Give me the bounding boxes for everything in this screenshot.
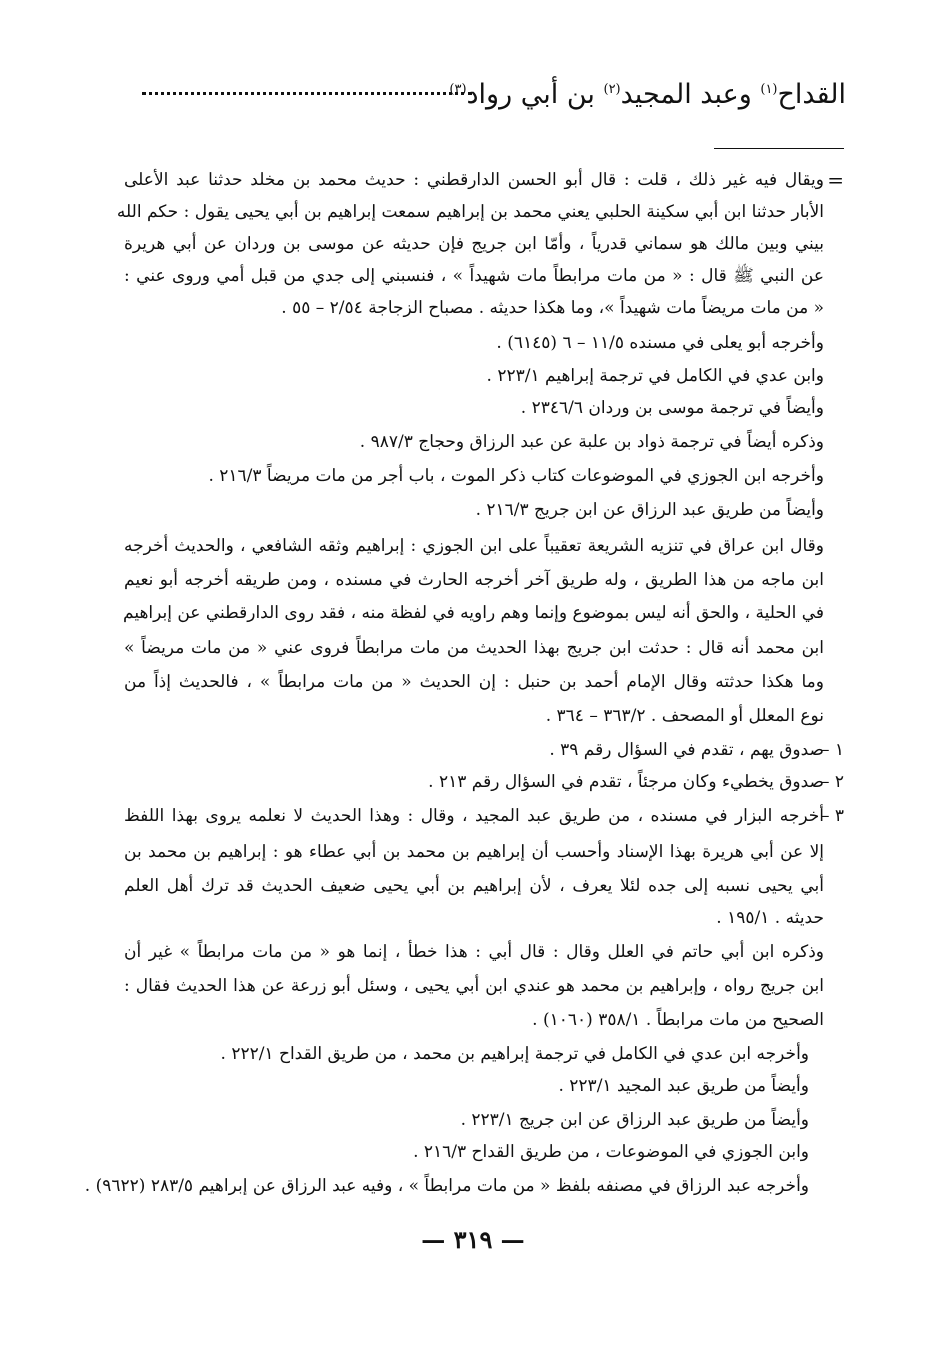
footnote-continuation-mark: = (827, 168, 844, 192)
heading-footnote-ref-3: (٣) (449, 82, 467, 97)
footnote-separator-rule (714, 148, 844, 149)
footnote-line: وأيضاً في ترجمة موسى بن وردان ٢٣٤٦/٦ . (520, 398, 824, 418)
footnote-line: وما هكذا حدثته وقال الإمام أحمد بن حنبل : إن الحديث « من مات مرابطاً » ، فالحديث إذاً من (124, 672, 824, 692)
heading-dotted-leader (142, 92, 472, 95)
footnote-line: وأيضاً من طريق عبد الرزاق عن ابن جريج ٢٢٣/١ . (460, 1110, 809, 1130)
heading-part-3: بن أبي رواد (466, 79, 604, 110)
footnote-line: وقال ابن عراق في تنزيه الشريعة تعقيباً على ابن الجوزي : إبراهيم وثقه الشافعي ، والحديث أخرجه (124, 536, 824, 556)
footnote-line: وابن عدي في الكامل في ترجمة إبراهيم ٢٢٣/١ . (486, 366, 824, 386)
footnote-number-1: ١ – (820, 740, 844, 760)
footnote-line: وذكره أيضاً في ترجمة ذواد بن علبة عن عبد الرزاق وحجاج ٩٨٧/٣ . (359, 432, 824, 452)
footnote-line: وابن الجوزي في الموضوعات ، من طريق القداح ٢١٦/٣ . (413, 1142, 809, 1162)
footnote-line: الصحيح من مات مرابطاً . ٣٥٨/١ (١٠٦٠) . (532, 1010, 824, 1030)
footnote-line: وأخرجه أبو يعلى في مسنده ١١/٥ – ٦ (٦١٤٥) . (496, 333, 824, 353)
footnote-line: ابن جريج رواه ، وإبراهيم بن محمد هو عندي ابن أبي يحيى ، وسئل أبو زرعة عن هذا الحديث فقال : (124, 976, 824, 996)
footnote-line: الأبار حدثنا ابن أبي سكينة الحلبي يعني محمد بن إبراهيم سمعت إبراهيم بن أبي يحيى يقول : حكم الله (116, 202, 824, 222)
footnote-line: وأخرجه ابن الجوزي في الموضوعات كتاب ذكر الموت ، باب أجر من مات مريضاً ٢١٦/٣ . (208, 466, 824, 486)
footnote-number-3: ٣ – (820, 806, 844, 826)
footnote-line: ابن ماجه من هذا الطريق ، وله طريق آخر أخرجه الحارث في مسنده ، ومن طريقه أخرجه أبو نعيم (124, 570, 824, 590)
footnote-line: إلا عن أبي هريرة بهذا الإسناد وأحسب أن إبراهيم بن محمد بن أبي عطاء هو : إبراهيم بن محمد بن (124, 842, 824, 862)
footnote-line: وأيضاً من طريق عبد الرزاق عن ابن جريج ٢١٦/٣ . (475, 500, 824, 520)
footnote-line: نوع المعلل أو المصحف . ٣٦٣/٢ – ٣٦٤ . (545, 706, 824, 726)
footnote-line: وذكره ابن أبي حاتم في العلل وقال : قال أبي : هذا خطأ ، إنما هو « من مات مرابطاً » غير أن (124, 942, 824, 962)
page-number: — ٣١٩ — (421, 1225, 525, 1254)
footnote-line: في الحلية ، والحق أنه ليس بموضوع وإنما وهم راويه في لفظة منه ، فقد روى الدارقطني عن إبراهيم (123, 603, 824, 623)
footnote-line: حديثه . ١٩٥/١ . (716, 908, 824, 928)
heading-part-1: القداح (777, 79, 846, 110)
heading-footnote-ref-1: (١) (760, 82, 778, 97)
footnote-line: « من مات مريضاً مات شهيداً »، وما هكذا حديثه . مصباح الزجاجة ٢/٥٤ – ٥٥ . (281, 298, 824, 318)
heading-part-2: وعبد المجيد (620, 79, 761, 110)
footnote-line: ويقال فيه غير ذلك ، قلت : قال أبو الحسن الدارقطني : حديث محمد بن مخلد حدثنا عبد الأعلى (124, 170, 824, 190)
footnote-line: ابن محمد أنه قال : حدثت ابن جريج بهذا الحديث من مات مرابطاً فروى عني « من مات مريضاً » (124, 638, 824, 658)
footnote-line: وأخرجه ابن عدي في الكامل في ترجمة إبراهيم بن محمد ، من طريق القداح ٢٢٢/١ . (220, 1044, 809, 1064)
heading-footnote-ref-2: (٢) (603, 82, 621, 97)
footnote-number-2: ٢ – (820, 772, 844, 792)
footnote-line: صدوق يهم ، تقدم في السؤال رقم ٣٩ . (549, 740, 824, 760)
footnote-line: بيني وبين مالك هو سماني قدرياً ، وأمّا ابن جريج فإن حديثه عن موسى بن وردان عن أبي هريرة (124, 234, 824, 254)
footnote-line: أبي يحيى نسبه إلى جده لئلا يعرف ، لأن إبراهيم بن أبي يحيى ضعيف الحديث قد ترك أهل العلم (124, 876, 824, 896)
footnote-line: عن النبي ﷺ قال : « من مات مرابطاً مات شهيداً » ، فنسبني إلى جدي من قبل أمي وروى عني : (124, 266, 824, 286)
footnote-line: وأيضاً من طريق عبد المجيد ٢٢٣/١ . (558, 1076, 809, 1096)
footnote-line: أخرجه البزار في مسنده ، من طريق عبد المجيد ، وقال : وهذا الحديث لا نعلمه يروى بهذا اللفظ (124, 806, 824, 826)
footnote-line: وأخرجه عبد الرزاق في مصنفه بلفظ « من مات مرابطاً » ، وفيه عبد الرزاق عن إبراهيم ٢٨٣/٥ (٩٦٢٢) . (84, 1176, 809, 1196)
footnote-line: صدوق يخطيء وكان مرجئاً ، تقدم في السؤال رقم ٢١٣ . (428, 772, 824, 792)
